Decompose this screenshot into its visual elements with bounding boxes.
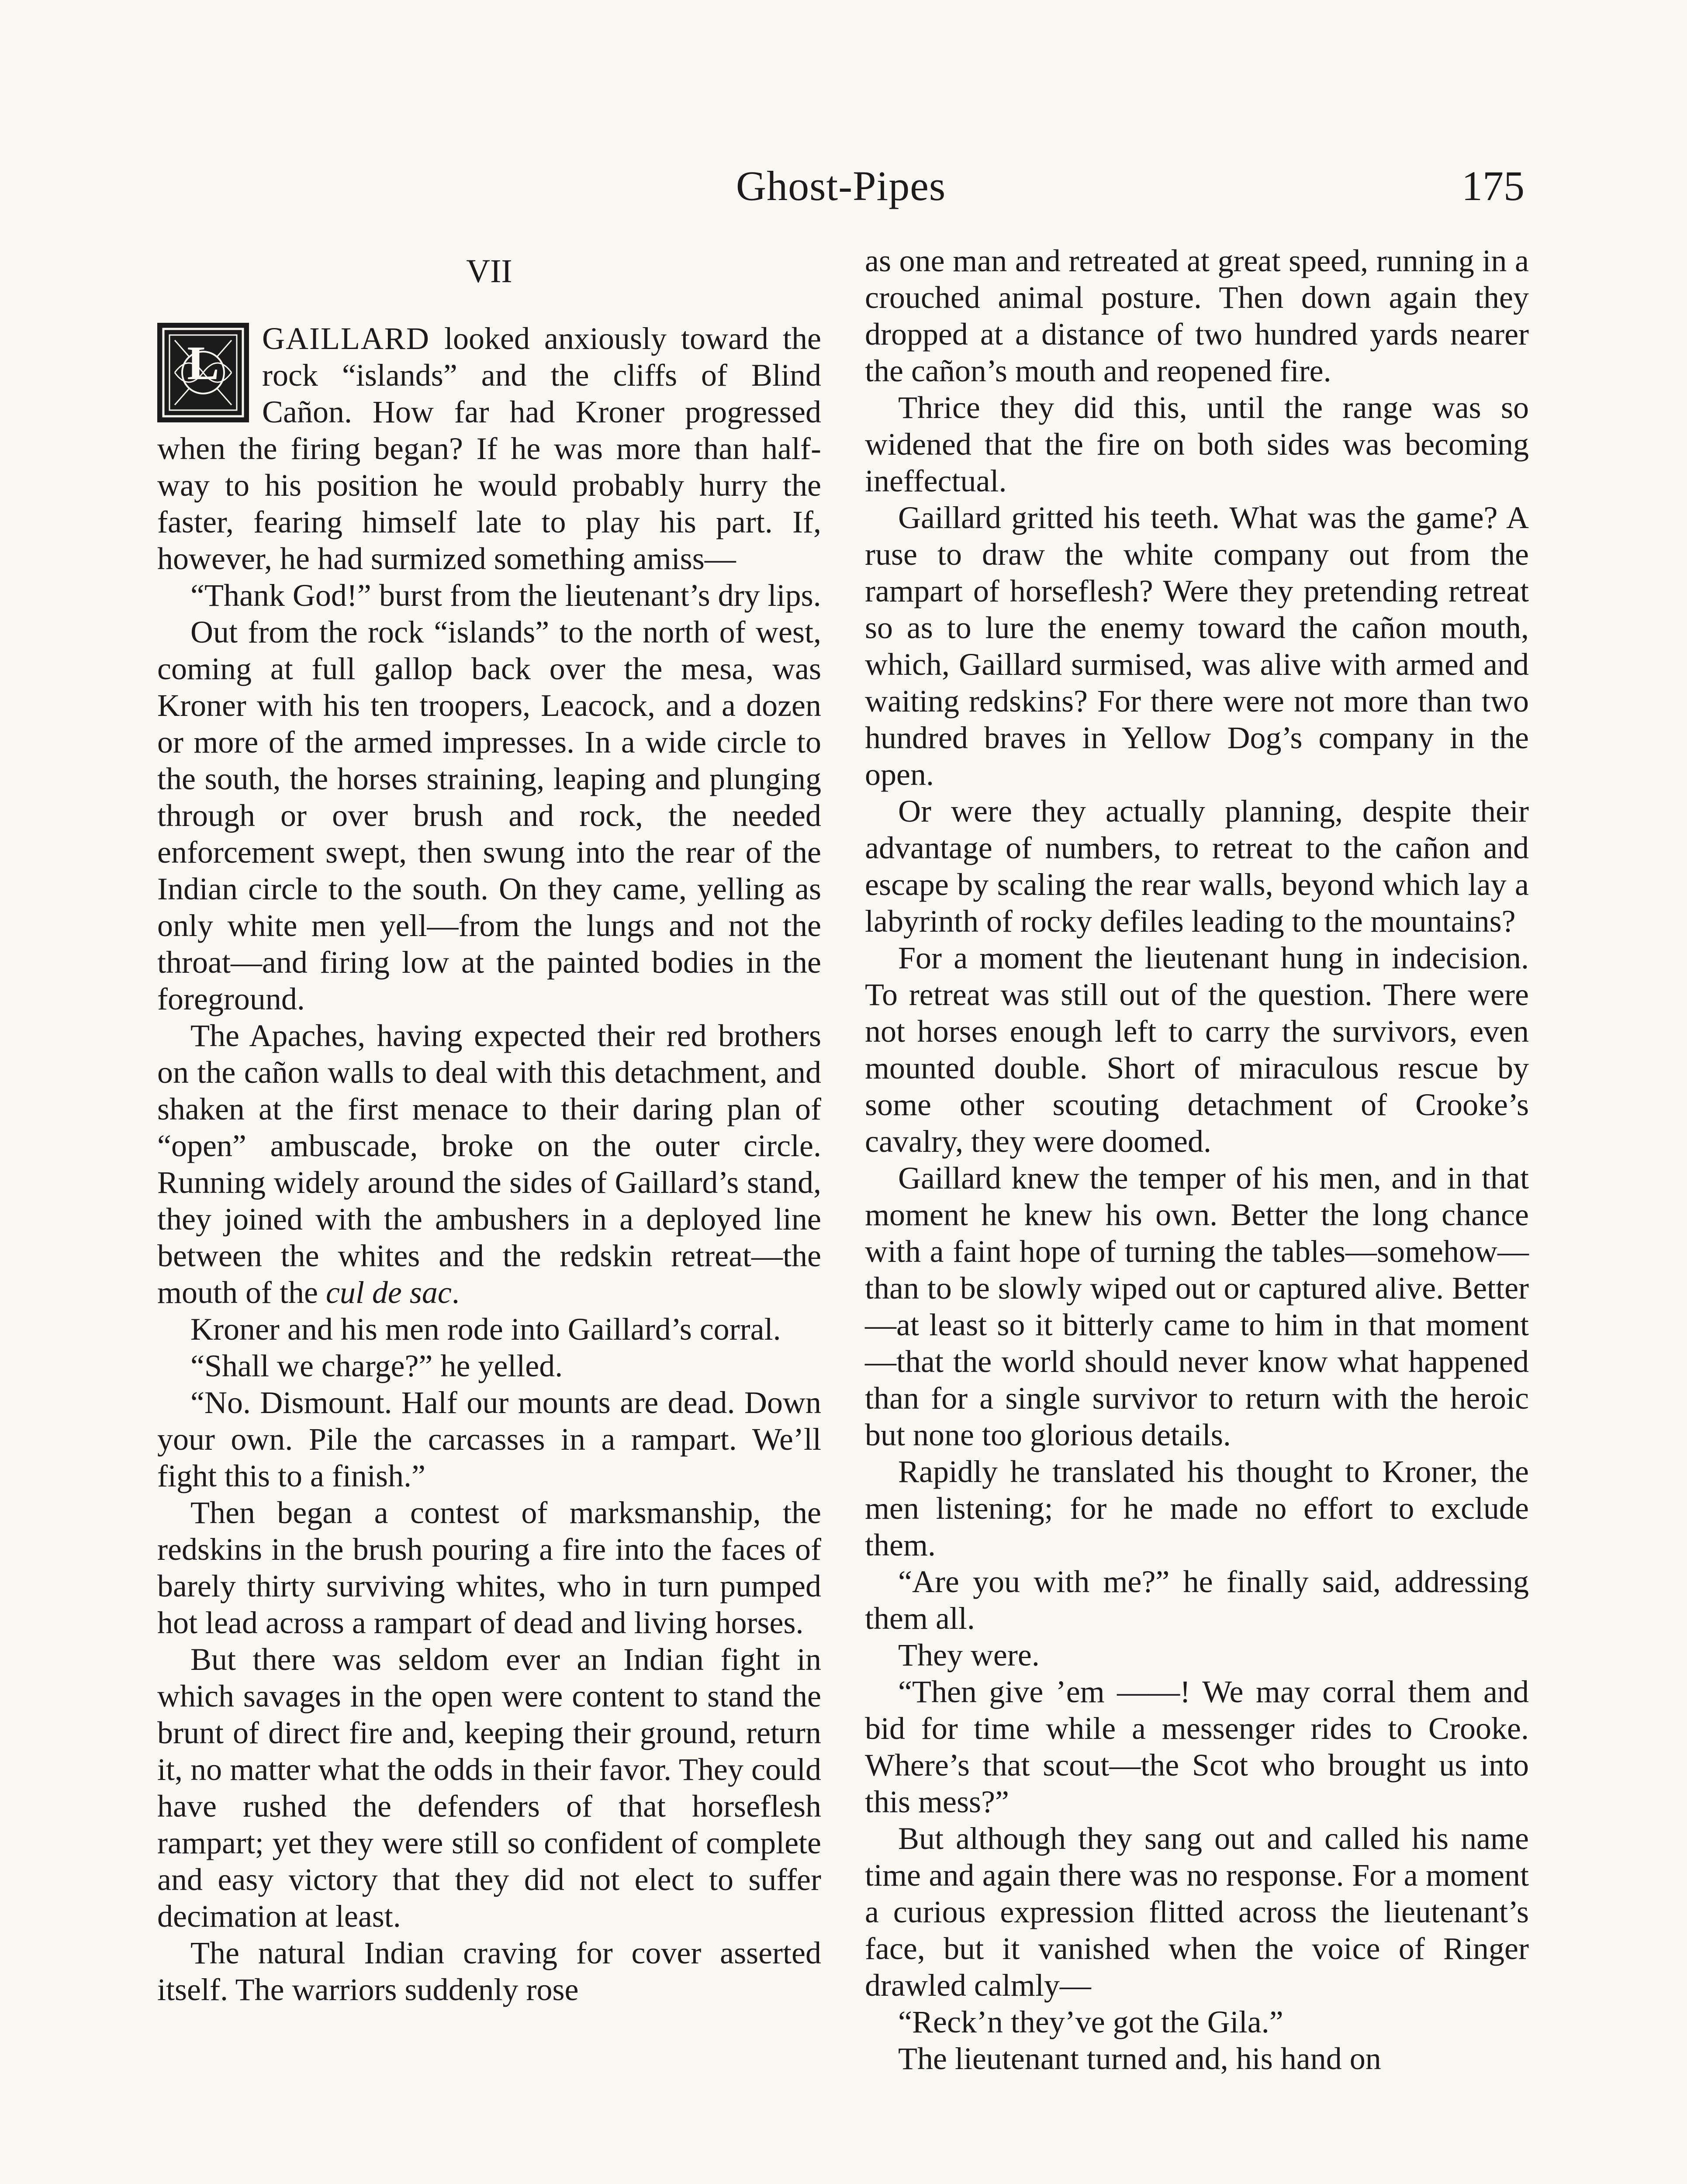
paragraph: “Reck’n they’ve got the Gila.” xyxy=(898,2004,1283,2039)
paragraph: They were. xyxy=(898,1638,1040,1673)
drop-cap-letter: L xyxy=(187,336,219,390)
paragraph: For a moment the lieutenant hung in indecision. To retreat was still out of the question. There were not horses enough left to carry the survivors, even mounted double. Short of miraculous rescue by some other scouting detachment of Crooke’s cavalry, they were doomed. xyxy=(865,940,1529,1159)
paragraph: Rapidly he translated his thought to Kroner, the men listening; for he made no effort to exclude them. xyxy=(865,1454,1529,1562)
paragraph-text: The Apaches, having expected their red brothers on the cañon walls to deal with this detachment, and shaken at the first menace to their daring plan of “open” ambuscade, broke on the outer circle. Running widely around the sides of Gaillard’s stand, they joined with the ambushers in a deployed line between the whites and the redskin retreat—the mouth of the xyxy=(157,1018,821,1310)
running-title: Ghost-Pipes xyxy=(736,162,946,209)
paragraph: “Then give ’em ——! We may corral them and bid for time while a messenger rides to Crooke. Where’s that scout—the Scot who brought us into this mess?” xyxy=(865,1674,1529,1819)
page-header xyxy=(157,162,1525,218)
italic-phrase: cul de sac xyxy=(325,1275,452,1310)
paragraph: Gaillard gritted his teeth. What was the game? A ruse to draw the white company out from the rampart of horseflesh? Were they pretending retreat so as to lure the enemy toward the cañon mouth, which, Gaillard surmised, was alive with armed and waiting redskins? For there were not more than two hundred braves in Yellow Dog’s company in the open. xyxy=(865,500,1529,792)
paragraph: Then began a contest of marksmanship, the redskins in the brush pouring a fire into the faces of barely thirty surviving whites, who in turn pumped hot lead across a rampart of dead and living horses. xyxy=(157,1495,821,1640)
opening-name: GAILLARD xyxy=(262,321,430,356)
page-number: 175 xyxy=(1462,162,1525,209)
paragraph-end: . xyxy=(451,1275,460,1310)
paragraph: But there was seldom ever an Indian fight in which savages in the open were content to stand the brunt of direct fire and, keeping their ground, return it, no matter what the odds in their favor. They could have rushed the defenders of that horseflesh rampart; yet they were still so confident of complete and easy victory that they did not elect to suffer decimation at least. xyxy=(157,1642,821,1934)
drop-cap-ornament xyxy=(157,323,249,422)
paragraph: “Shall we charge?” he yelled. xyxy=(190,1348,563,1383)
opening-text: looked anxiously toward the rock “islands” and the cliffs of Blind Cañon. How far had Kroner progressed when the firing began? If he was more than half-way to his position he would probably hurry the faster, fearing himself late to play his part. If, however, he had surmized something amiss— xyxy=(157,321,821,576)
paragraph: Gaillard knew the temper of his men, and in that moment he knew his own. Better the long chance with a faint hope of turning the tables—somehow—than to be slowly wiped out or captured alive. Better—at least so it bitterly came to him in that moment—that the world should never know what happened than for a single survivor to return with the heroic but none too glorious details. xyxy=(865,1161,1529,1452)
paragraph: The lieutenant turned and, his hand on xyxy=(898,2041,1381,2076)
paragraph: Out from the rock “islands” to the north of west, coming at full gallop back over the mesa, was Kroner with his ten troopers, Leacock, and a dozen or more of the armed impresses. In a wide circle to the south, the horses straining, leaping and plunging through or over brush and rock, the needed enforcement swept, then swung into the rear of the Indian circle to the south. On they came, yelling as only white men yell—from the lungs and not the throat—and firing low at the painted bodies in the foreground. xyxy=(157,615,821,1016)
paragraph: Thrice they did this, until the range was so widened that the fire on both sides was becoming ineffectual. xyxy=(865,390,1529,498)
paragraph: “Are you with me?” he finally said, addressing them all. xyxy=(865,1564,1529,1636)
paragraph: “No. Dismount. Half our mounts are dead. Down your own. Pile the carcasses in a rampart. We’ll fight this to a finish.” xyxy=(157,1385,821,1493)
paragraph: The natural Indian craving for cover asserted itself. The warriors suddenly rose xyxy=(157,1935,821,2007)
section-number: VII xyxy=(466,253,512,290)
paragraph xyxy=(157,1017,821,1311)
continued-paragraph: as one man and retreated at great speed, running in a crouched animal posture. Then down again they dropped at a distance of two hundred yards nearer the cañon’s mouth and reopened fire. xyxy=(865,243,1529,388)
opening-paragraph xyxy=(157,320,821,577)
right-column xyxy=(865,242,1529,2077)
paragraph: Or were they actually planning, despite their advantage of numbers, to retreat to the cañon and escape by scaling the rear walls, beyond which lay a labyrinth of rocky defiles leading to the mountains? xyxy=(865,794,1529,939)
paragraph: But although they sang out and called his name time and again there was no response. For a moment a curious expression flitted across the lieutenant’s face, but it vanished when the voice of Ringer drawled calmly— xyxy=(865,1821,1529,2003)
paragraph: “Thank God!” burst from the lieutenant’s dry lips. xyxy=(190,578,821,613)
left-column xyxy=(157,242,821,2008)
paragraph: Kroner and his men rode into Gaillard’s corral. xyxy=(190,1312,781,1347)
